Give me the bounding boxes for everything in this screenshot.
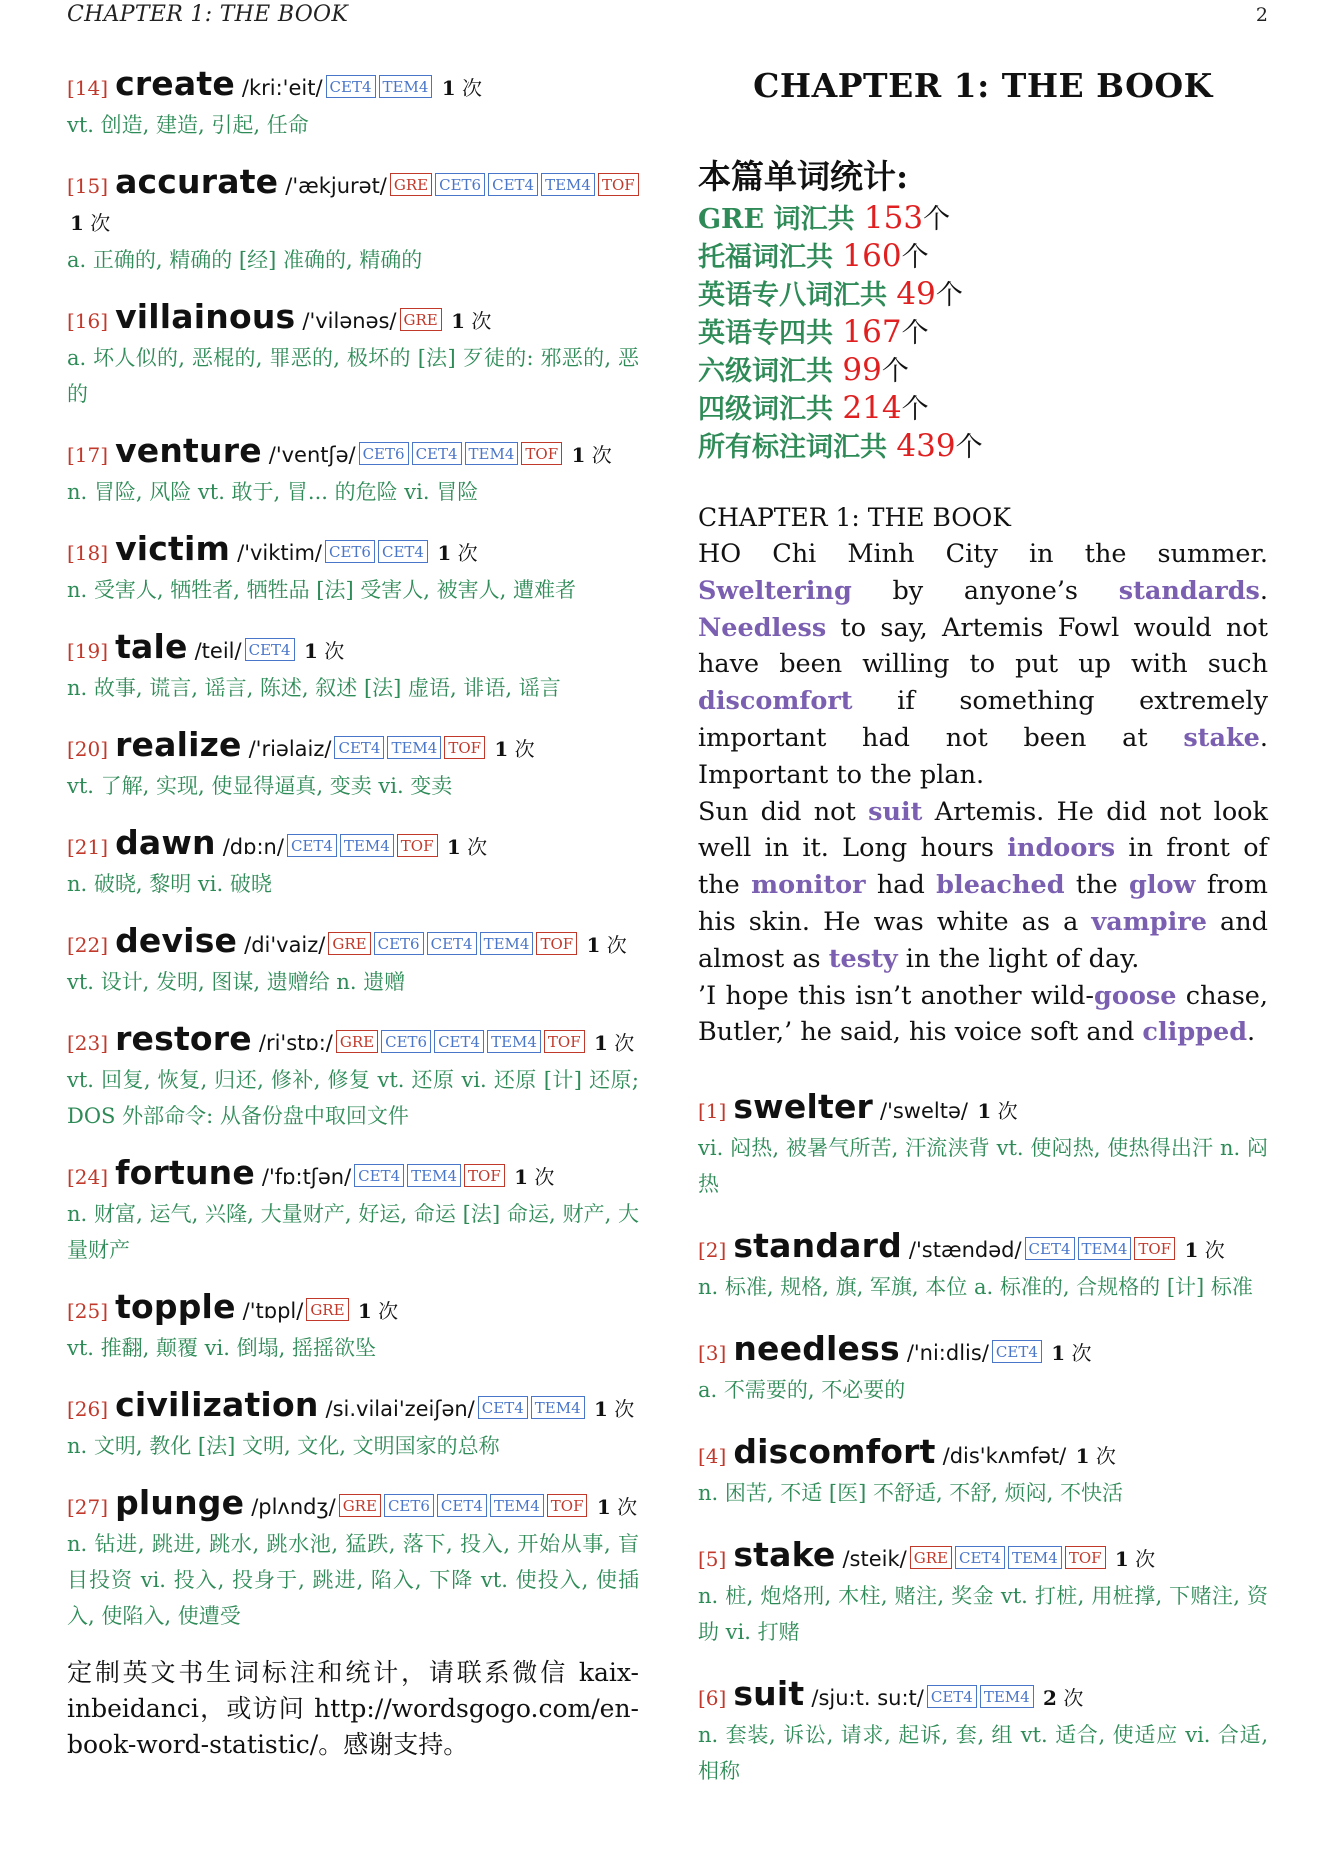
stat-line [698, 352, 1268, 390]
entry-definition: n. 困苦, 不适 [医] 不舒适, 不舒, 烦闷, 不快活 [698, 1481, 1124, 1506]
entry-definition: n. 套装, 诉讼, 请求, 起诉, 套, 组 vt. 适合, 使适应 vi. 合适, 相称 [698, 1723, 1268, 1784]
entry-head [698, 1089, 1268, 1130]
entry-word: devise [115, 921, 238, 960]
entry-definition: n. 破晓, 黎明 vi. 破晓 [67, 872, 272, 896]
stat-label: 所有标注词汇共 [698, 432, 897, 463]
stat-count: 214 [842, 390, 902, 426]
entry-phonetic: /'riəlaiz/ [248, 737, 332, 761]
stat-unit: 个 [881, 356, 909, 387]
entry-definition: n. 钻进, 跳进, 跳水, 跳水池, 猛跌, 落下, 投入, 开始从事, 盲目投资 vi. 投入, 投身于, 跳进, 陷入, 下降 vt. 使投入, 使插入, 使陷入, 使遭受 [67, 1532, 639, 1628]
highlighted-word: bleached [936, 870, 1065, 901]
highlighted-word: goose [1094, 980, 1177, 1011]
exam-tag-tem4: TEM4 [490, 1494, 544, 1517]
exam-tag-tem4: TEM4 [1008, 1546, 1062, 1569]
vocab-list-left [67, 66, 639, 1634]
highlighted-word: glow [1129, 870, 1196, 901]
entry-word: discomfort [733, 1432, 936, 1472]
stat-count: 160 [842, 238, 902, 274]
stat-line [698, 390, 1268, 428]
chapter-title: CHAPTER 1: THE BOOK [753, 66, 1213, 105]
stat-label: GRE 词汇共 [698, 204, 864, 235]
occurrence-count: 1 次 [446, 835, 488, 859]
entry-word: topple [115, 1287, 236, 1326]
entry-definition: n. 桩, 炮烙刑, 木柱, 赌注, 奖金 vt. 打桩, 用桩撑, 下赌注, 资助 vi. 打赌 [698, 1584, 1268, 1645]
exam-tag-tof: TOF [536, 932, 577, 955]
highlighted-word: clipped [1142, 1017, 1248, 1048]
occurrence-count: 1 次 [514, 1165, 555, 1189]
entry-word: standard [733, 1226, 902, 1266]
exam-tag-tem4: TEM4 [980, 1685, 1034, 1708]
occurrence-count: 1 次 [1051, 1341, 1092, 1366]
exam-tag-cet4: CET4 [955, 1546, 1005, 1569]
exam-tag-tof: TOF [1065, 1546, 1106, 1569]
stat-unit: 个 [923, 204, 951, 235]
entry-phonetic: /'ventʃə/ [268, 443, 356, 467]
entry-phonetic: /'sweltə/ [880, 1099, 968, 1124]
stat-line [698, 314, 1268, 352]
exam-tag-cet4: CET4 [992, 1340, 1042, 1363]
exam-tag-tem4: TEM4 [379, 75, 433, 98]
vocab-entry [67, 923, 639, 1000]
entry-word: venture [115, 431, 262, 470]
entry-index: [27] [67, 1495, 109, 1519]
exam-tag-tem4: TEM4 [387, 736, 441, 759]
exam-tag-cet4: CET4 [412, 442, 462, 465]
stat-count: 49 [896, 276, 936, 312]
entry-word: stake [733, 1535, 836, 1575]
entry-phonetic: /'fɒ:tʃən/ [261, 1165, 352, 1189]
vocab-entry [67, 1155, 639, 1268]
exam-tag-cet6: CET6 [381, 1030, 431, 1053]
highlighted-word: vampire [1091, 906, 1207, 937]
entry-index: [20] [67, 737, 109, 761]
occurrence-count: 1 次 [1114, 1547, 1156, 1572]
entry-head [698, 1228, 1268, 1269]
exam-tag-tem4: TEM4 [541, 173, 595, 196]
exam-tag-cet4: CET4 [354, 1164, 404, 1187]
entry-definition: vt. 了解, 实现, 使显得逼真, 变卖 vi. 变卖 [67, 774, 453, 798]
entry-head [67, 629, 639, 670]
entry-definition: n. 冒险, 风险 vt. 敢于, 冒... 的危险 vi. 冒险 [67, 480, 479, 504]
exam-tag-cet4: CET4 [326, 75, 376, 98]
highlighted-word: monitor [751, 870, 866, 901]
stat-label: 六级词汇共 [698, 356, 843, 387]
entry-definition: a. 坏人似的, 恶棍的, 罪恶的, 极坏的 [法] 歹徒的: 邪恶的, 恶的 [67, 346, 639, 406]
exam-tag-tof: TOF [1134, 1237, 1175, 1260]
entry-head [698, 1537, 1268, 1578]
entry-index: [6] [698, 1686, 727, 1711]
occurrence-count: 1 次 [593, 1397, 635, 1421]
vocab-entry [67, 629, 639, 706]
exam-tag-cet4: CET4 [437, 1494, 487, 1517]
entry-word: restore [115, 1019, 252, 1058]
exam-tag-tof: TOF [444, 736, 485, 759]
entry-head [67, 825, 639, 866]
occurrence-count: 1 次 [1075, 1444, 1116, 1469]
exam-tag-cet4: CET4 [488, 173, 538, 196]
entry-word: create [115, 64, 235, 103]
entry-head [698, 1434, 1268, 1475]
entry-phonetic: /'stændəd/ [908, 1238, 1022, 1263]
entry-definition: a. 正确的, 精确的 [经] 准确的, 精确的 [67, 248, 423, 272]
entry-definition: n. 故事, 谎言, 谣言, 陈述, 叙述 [法] 虚语, 诽语, 谣言 [67, 676, 561, 700]
stat-label: 英语专四共 [698, 318, 843, 349]
stat-unit: 个 [901, 394, 929, 425]
exam-tag-tof: TOF [464, 1164, 505, 1187]
highlighted-word: testy [828, 943, 898, 974]
entry-word: plunge [115, 1483, 245, 1522]
occurrence-count: 1 次 [357, 1299, 399, 1323]
stat-count: 153 [863, 200, 924, 236]
promo-note: 定制英文书生词标注和统计，请联系微信 kaix-inbeidanci，或访问 http://wordsgogo.com/en-book-word-statistic/。感谢支持。 [67, 1658, 639, 1759]
vocab-entry [67, 164, 639, 278]
entry-index: [25] [67, 1299, 109, 1323]
entry-index: [19] [67, 639, 109, 663]
entry-phonetic: /si.vilai'zeiʃən/ [325, 1397, 475, 1421]
entry-index: [3] [698, 1341, 727, 1366]
entry-word: needless [733, 1329, 900, 1369]
occurrence-count: 2 次 [1043, 1686, 1084, 1711]
vocab-entry [67, 66, 639, 143]
page-number: 2 [1255, 4, 1268, 26]
entry-word: villainous [115, 297, 296, 336]
entry-phonetic: /'ni:dlis/ [906, 1341, 989, 1366]
stat-count: 439 [896, 428, 956, 464]
entry-definition: vt. 设计, 发明, 图谋, 遗赠给 n. 遗赠 [67, 970, 406, 994]
exam-tag-cet4: CET4 [245, 638, 295, 661]
entry-definition: n. 文明, 教化 [法] 文明, 文化, 文明国家的总称 [67, 1434, 500, 1458]
stats-title: 本篇单词统计: [698, 157, 909, 196]
exam-tag-gre: GRE [910, 1546, 952, 1569]
stat-unit: 个 [935, 280, 963, 311]
vocab-entry [67, 299, 639, 412]
entry-definition: vt. 回复, 恢复, 归还, 修补, 修复 vt. 还原 vi. 还原 [计] 还原; DOS 外部命令: 从备份盘中取回文件 [67, 1068, 639, 1128]
entry-index: [23] [67, 1031, 109, 1055]
entry-phonetic: /ri'stɒ:/ [258, 1031, 333, 1055]
entry-index: [22] [67, 933, 109, 957]
entry-phonetic: /teil/ [194, 639, 242, 663]
entry-phonetic: /'vilənəs/ [302, 309, 397, 333]
left-column [67, 66, 639, 1763]
exam-tag-tof: TOF [598, 173, 639, 196]
entry-head [67, 1021, 639, 1062]
entry-phonetic: /dɒ:n/ [222, 835, 284, 859]
exam-tag-cet4: CET4 [478, 1396, 528, 1419]
exam-tag-cet6: CET6 [359, 442, 409, 465]
entry-head [698, 1331, 1268, 1372]
entry-word: accurate [115, 162, 279, 201]
exam-tag-cet6: CET6 [435, 173, 485, 196]
stat-unit: 个 [901, 318, 929, 349]
exam-tag-cet6: CET6 [325, 540, 375, 563]
entry-head [67, 433, 639, 474]
exam-tag-tem4: TEM4 [407, 1164, 461, 1187]
vocab-entry [67, 1485, 639, 1634]
stat-line [698, 428, 1268, 466]
entry-index: [21] [67, 835, 109, 859]
exam-tag-gre: GRE [339, 1494, 381, 1517]
stat-count: 99 [842, 352, 882, 388]
exam-tag-tof: TOF [544, 1030, 585, 1053]
vocab-entry [67, 433, 639, 510]
highlighted-word: Needless [698, 612, 827, 643]
entry-head [67, 1155, 639, 1196]
vocab-entry [67, 1387, 639, 1464]
entry-index: [5] [698, 1547, 727, 1572]
occurrence-count: 1 次 [977, 1099, 1018, 1124]
highlighted-word: discomfort [698, 686, 853, 717]
entry-head [67, 531, 639, 572]
exam-tag-gre: GRE [400, 308, 442, 331]
vocab-entry [67, 1021, 639, 1134]
exam-tag-tem4: TEM4 [480, 932, 534, 955]
entry-head [67, 66, 639, 107]
entry-word: realize [115, 725, 242, 764]
occurrence-count: 1 次 [303, 639, 345, 663]
exam-tag-tem4: TEM4 [1078, 1237, 1132, 1260]
vocab-entry [67, 1289, 639, 1366]
running-title: CHAPTER 1: THE BOOK [67, 2, 349, 27]
entry-phonetic: /'tɒpl/ [242, 1299, 304, 1323]
entry-head [67, 1485, 639, 1526]
vocab-entry [67, 531, 639, 608]
exam-tag-cet4: CET4 [1025, 1237, 1075, 1260]
stat-count: 167 [842, 314, 902, 350]
exam-tag-tem4: TEM4 [465, 442, 519, 465]
entry-index: [17] [67, 443, 109, 467]
exam-tag-gre: GRE [336, 1030, 378, 1053]
entry-index: [16] [67, 309, 109, 333]
entry-word: fortune [115, 1153, 255, 1192]
entry-index: [26] [67, 1397, 109, 1421]
highlighted-word: Sweltering [698, 575, 852, 606]
stat-unit: 个 [955, 432, 983, 463]
chapter-label: CHAPTER 1: THE BOOK [698, 503, 1011, 532]
occurrence-count: 1 次 [441, 76, 483, 100]
occurrence-count: 1 次 [594, 1031, 635, 1055]
exam-tag-cet6: CET6 [384, 1494, 434, 1517]
entry-phonetic: /dis'kʌmfət/ [942, 1444, 1067, 1469]
exam-tag-gre: GRE [328, 932, 370, 955]
word-stats [698, 200, 1268, 466]
passage-paragraph: Sun did not suit Artemis. He did not look well in it. Long hours indoors in front of the monitor had bleached the glow from his skin. He was white as a vampire and almost as testy in the light of day. [698, 796, 1268, 974]
entry-index: [24] [67, 1165, 109, 1189]
occurrence-count: 1 次 [586, 933, 627, 957]
vocab-entry [698, 1434, 1268, 1511]
stat-label: 托福词汇共 [698, 242, 843, 273]
vocab-list-right [698, 1089, 1268, 1789]
entry-phonetic: /kri:'eit/ [241, 76, 323, 100]
passage-paragraph: ’I hope this isn’t another wild-goose chase, Butler,’ he said, his voice soft and clipped. [698, 980, 1269, 1048]
exam-tag-tof: TOF [547, 1494, 588, 1517]
stat-line [698, 238, 1268, 276]
entry-index: [4] [698, 1444, 727, 1469]
entry-head [67, 1289, 639, 1330]
entry-word: tale [115, 627, 188, 666]
entry-definition: n. 受害人, 牺牲者, 牺牲品 [法] 受害人, 被害人, 遭难者 [67, 578, 577, 602]
vocab-entry [67, 825, 639, 902]
entry-phonetic: /'viktim/ [237, 541, 322, 565]
stat-label: 英语专八词汇共 [698, 280, 897, 311]
passage [698, 536, 1268, 1051]
entry-head [67, 299, 639, 340]
exam-tag-cet4: CET4 [434, 1030, 484, 1053]
entry-definition: a. 不需要的, 不必要的 [698, 1378, 906, 1403]
vocab-entry [698, 1228, 1268, 1305]
highlighted-word: suit [868, 796, 923, 827]
entry-definition: n. 标准, 规格, 旗, 军旗, 本位 a. 标准的, 合规格的 [计] 标准 [698, 1275, 1253, 1300]
entry-definition: vt. 创造, 建造, 引起, 任命 [67, 113, 309, 137]
passage-paragraph: HO Chi Minh City in the summer. Sweltering by anyone’s standards. Needless to say, Artemis Fowl would not have been willing to put up with such discomfort if something extremely important had not been at stake. Important to the plan. [698, 539, 1268, 790]
exam-tag-cet6: CET6 [374, 932, 424, 955]
entry-phonetic: /plʌndʒ/ [251, 1495, 336, 1519]
stat-unit: 个 [901, 242, 929, 273]
entry-head [698, 1676, 1268, 1717]
exam-tag-gre: GRE [390, 173, 432, 196]
occurrence-count: 1 次 [1184, 1238, 1225, 1263]
entry-index: [14] [67, 76, 109, 100]
entry-word: dawn [115, 823, 216, 862]
highlighted-word: standards [1118, 575, 1260, 606]
entry-phonetic: /sju:t. su:t/ [811, 1686, 924, 1711]
occurrence-count: 1 次 [451, 309, 492, 333]
exam-tag-tof: TOF [397, 834, 438, 857]
entry-definition: n. 财富, 运气, 兴隆, 大量财产, 好运, 命运 [法] 命运, 财产, 大量财产 [67, 1202, 639, 1262]
exam-tag-cet4: CET4 [927, 1685, 977, 1708]
exam-tag-tem4: TEM4 [487, 1030, 541, 1053]
entry-head [67, 164, 639, 242]
entry-index: [18] [67, 541, 109, 565]
right-column [698, 66, 1268, 1815]
entry-phonetic: /steik/ [842, 1547, 907, 1572]
stat-line [698, 276, 1268, 314]
entry-phonetic: /'ækjurət/ [285, 174, 387, 198]
entry-phonetic: /di'vaiz/ [244, 933, 326, 957]
exam-tag-gre: GRE [306, 1298, 348, 1321]
vocab-entry [698, 1331, 1268, 1408]
entry-head [67, 1387, 639, 1428]
entry-word: civilization [115, 1385, 319, 1424]
exam-tag-tem4: TEM4 [531, 1396, 585, 1419]
highlighted-word: stake [1183, 722, 1260, 753]
vocab-entry [67, 727, 639, 804]
occurrence-count: 1 次 [494, 737, 535, 761]
exam-tag-cet4: CET4 [427, 932, 477, 955]
exam-tag-cet4: CET4 [334, 736, 384, 759]
entry-word: suit [733, 1674, 805, 1714]
entry-head [67, 923, 639, 964]
occurrence-count: 1 次 [70, 211, 111, 235]
entry-definition: vt. 推翻, 颠覆 vi. 倒塌, 摇摇欲坠 [67, 1336, 376, 1360]
entry-index: [2] [698, 1238, 727, 1263]
vocab-entry [698, 1676, 1268, 1789]
vocab-entry [698, 1089, 1268, 1202]
stat-label: 四级词汇共 [698, 394, 843, 425]
entry-head [67, 727, 639, 768]
occurrence-count: 1 次 [596, 1495, 638, 1519]
occurrence-count: 1 次 [571, 443, 612, 467]
exam-tag-cet4: CET4 [287, 834, 337, 857]
exam-tag-cet4: CET4 [378, 540, 428, 563]
exam-tag-tof: TOF [521, 442, 562, 465]
occurrence-count: 1 次 [437, 541, 478, 565]
entry-word: victim [115, 529, 231, 568]
vocab-entry [698, 1537, 1268, 1650]
entry-definition: vi. 闷热, 被暑气所苦, 汗流浃背 vt. 使闷热, 使热得出汗 n. 闷热 [698, 1136, 1268, 1197]
exam-tag-tem4: TEM4 [340, 834, 394, 857]
stat-line [698, 200, 1268, 238]
entry-index: [15] [67, 174, 109, 198]
highlighted-word: indoors [1007, 833, 1116, 864]
entry-index: [1] [698, 1099, 727, 1124]
entry-word: swelter [733, 1087, 873, 1127]
